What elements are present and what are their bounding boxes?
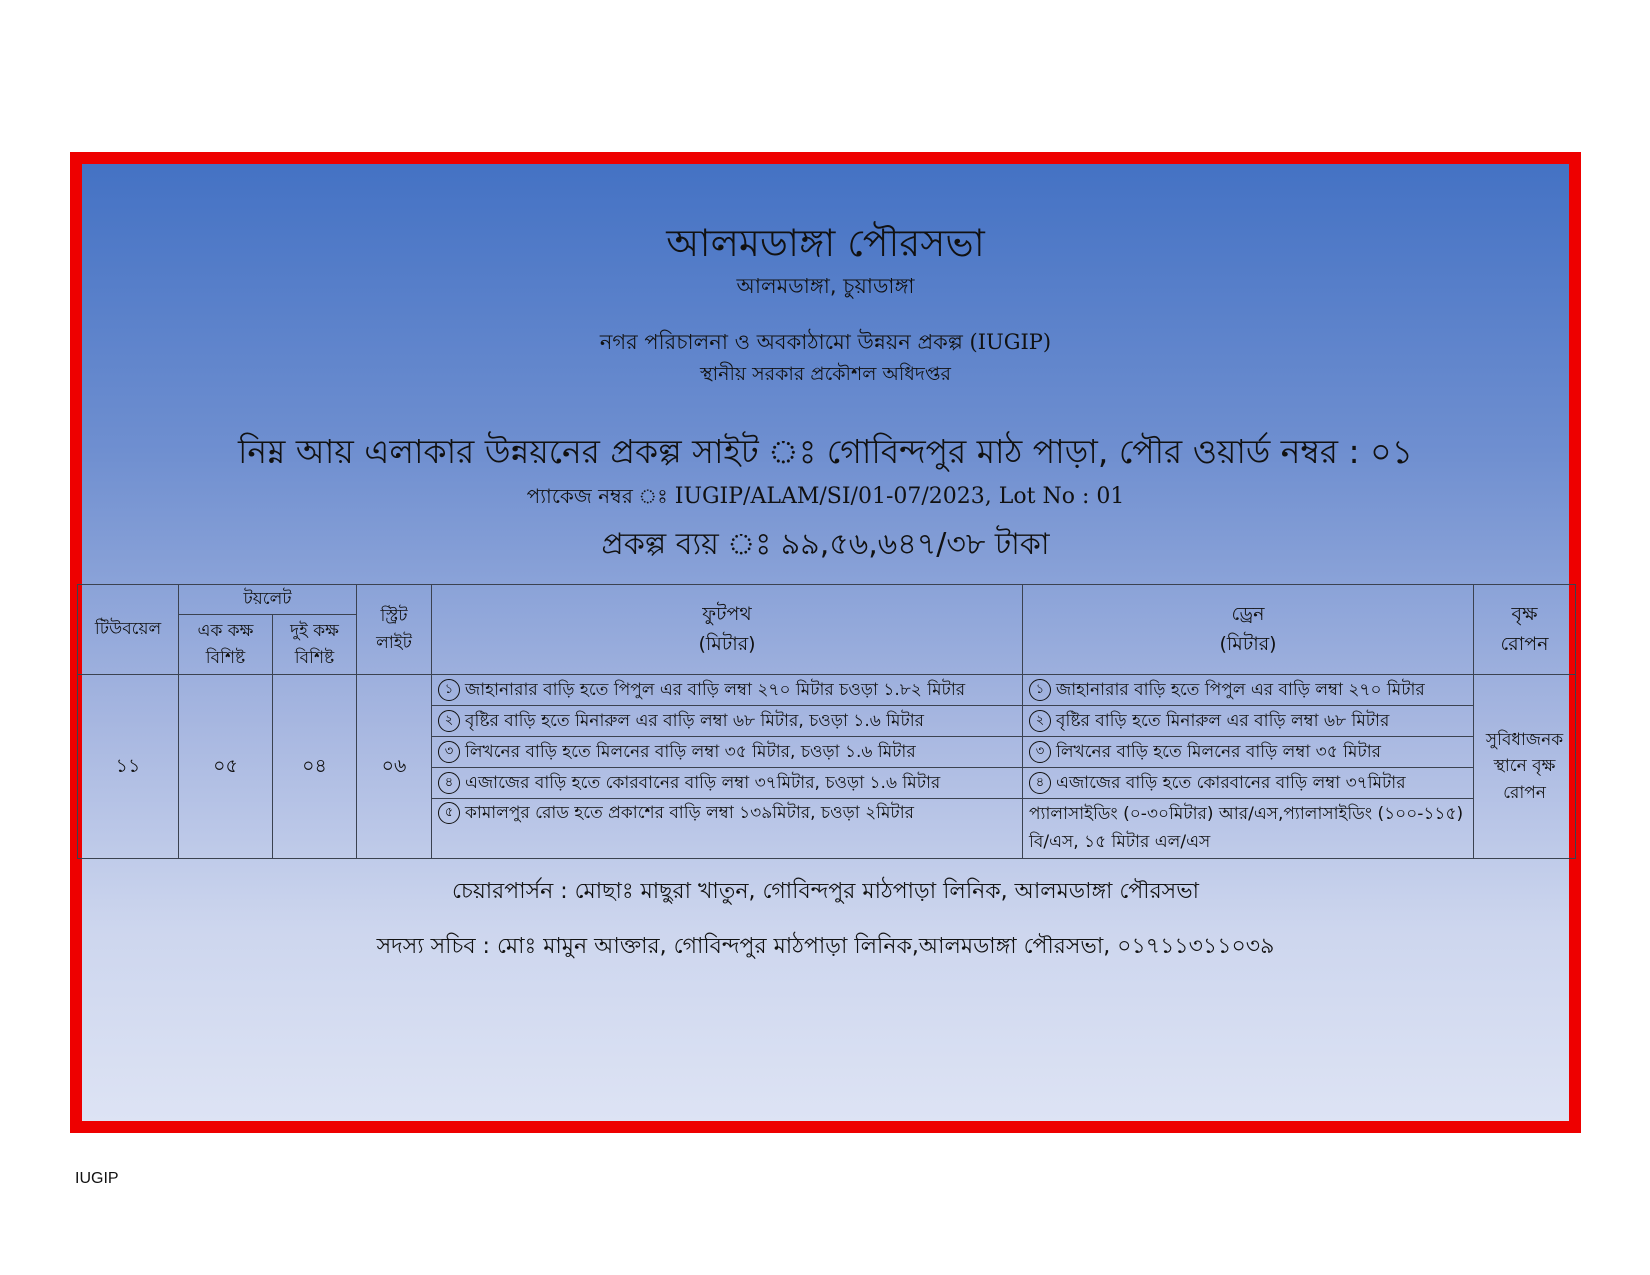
signboard-frame xyxy=(70,152,1581,1133)
department-name: স্থানীয় সরকার প্রকৌশল অধিদপ্তর xyxy=(700,363,951,385)
project-cost xyxy=(82,520,1569,571)
project-code: (IUGIP) xyxy=(969,330,1052,354)
drain-label: ড্রেন xyxy=(1231,603,1265,626)
chairperson-info: চেয়ারপার্সন : মোছাঃ মাছুরা খাতুন, গোবিন্দপুর মাঠপাড়া লিনিক, আলমডাঙ্গা পৌরসভা xyxy=(452,879,1199,904)
header-toilet-two-room: দুই কক্ষ বিশিষ্ট xyxy=(273,615,357,675)
package-label: প্যাকেজ নম্বর ঃ xyxy=(526,484,668,508)
project-name xyxy=(82,326,1569,361)
package-number xyxy=(82,482,1569,515)
footpath-unit: (মিটার) xyxy=(698,632,756,655)
member-secretary-info: সদস্য সচিব : মোঃ মামুন আক্তার, গোবিন্দপুর মাঠপাড়া লিনিক,আলমডাঙ্গা পৌরসভা, ০১৭১১৩১১০৩৯ xyxy=(376,934,1275,959)
header-drain xyxy=(1023,585,1474,675)
footpath-item-text: লিখনের বাড়ি হতে মিলনের বাড়ি লম্বা ৩৫ মিটার, চওড়া ১.৬ মিটার xyxy=(465,741,916,762)
package-value: IUGIP/ALAM/SI/01-07/2023, Lot No : 01 xyxy=(674,484,1125,509)
footpath-item xyxy=(432,706,1023,737)
drain-item xyxy=(1023,737,1474,768)
value-tree-planting: সুবিধাজনক স্থানে বৃক্ষ রোপন xyxy=(1474,675,1576,859)
works-table xyxy=(77,584,1576,859)
drain-item xyxy=(1023,706,1474,737)
site-heading: নিম্ন আয় এলাকার উন্নয়নের প্রকল্প সাইট ঃ গোবিন্দপুর মাঠ পাড়া, পৌর ওয়ার্ড নম্বর : ০১ xyxy=(237,432,1414,471)
footpath-label: ফুটপথ xyxy=(702,603,752,626)
drain-item xyxy=(1023,768,1474,799)
value-toilet-one-room: ০৫ xyxy=(179,675,273,859)
municipality-title: আলমডাঙ্গা পৌরসভা xyxy=(666,221,985,265)
footpath-item-text: কামালপুর রোড হতে প্রকাশের বাড়ি লম্বা ১৩৯মিটার, চওড়া ২মিটার xyxy=(465,803,914,823)
circled-number-icon: ৪ xyxy=(438,772,460,794)
value-toilet-two-room: ০৪ xyxy=(273,675,357,859)
drain-note: প্যালাসাইডিং (০-৩০মিটার) আর/এস,প্যালাসাইডিং (১০০-১১৫) বি/এস, ১৫ মিটার এল/এস xyxy=(1023,799,1474,859)
footpath-item xyxy=(432,799,1023,859)
header-tree-planting: বৃক্ষ রোপন xyxy=(1474,585,1576,675)
circled-number-icon: ২ xyxy=(1029,710,1051,732)
drain-unit: (মিটার) xyxy=(1219,632,1277,655)
circled-number-icon: ২ xyxy=(438,710,460,732)
header-street-light: স্ট্রিট লাইট xyxy=(357,585,432,675)
header-footpath xyxy=(432,585,1023,675)
footpath-item-text: জাহানারার বাড়ি হতে পিপুল এর বাড়ি লম্বা ২৭০ মিটার চওড়া ১.৮২ মিটার xyxy=(465,679,966,700)
cost-value: ৯৯,৫৬,৬৪৭/৩৮ টাকা xyxy=(780,527,1050,562)
circled-number-icon: ৫ xyxy=(438,802,460,824)
header-toilet: টয়লেট xyxy=(179,585,357,615)
table-row xyxy=(78,675,1576,706)
footpath-item xyxy=(432,675,1023,706)
footpath-item xyxy=(432,768,1023,799)
value-tubewell: ১১ xyxy=(78,675,179,859)
cost-label: প্রকল্প ব্যয় ঃ xyxy=(601,527,772,562)
value-street-light: ০৬ xyxy=(357,675,432,859)
circled-number-icon: ১ xyxy=(1029,679,1051,701)
circled-number-icon: ৪ xyxy=(1029,772,1051,794)
header-toilet-one-room: এক কক্ষ বিশিষ্ট xyxy=(179,615,273,675)
drain-item xyxy=(1023,675,1474,706)
project-name-bn: নগর পরিচালনা ও অবকাঠামো উন্নয়ন প্রকল্প xyxy=(599,330,963,354)
signboard-panel xyxy=(82,164,1569,1121)
circled-number-icon: ৩ xyxy=(1029,741,1051,763)
footpath-item-text: বৃষ্টির বাড়ি হতে মিনারুল এর বাড়ি লম্বা ৬৮ মিটার, চওড়া ১.৬ মিটার xyxy=(465,710,925,731)
drain-item-text: বৃষ্টির বাড়ি হতে মিনারুল এর বাড়ি লম্বা ৬৮ মিটার xyxy=(1056,710,1390,731)
drain-item-text: জাহানারার বাড়ি হতে পিপুল এর বাড়ি লম্বা ২৭০ মিটার xyxy=(1056,679,1425,700)
drain-item-text: এজাজের বাড়ি হতে কোরবানের বাড়ি লম্বা ৩৭মিটার xyxy=(1056,772,1406,793)
page-tag: IUGIP xyxy=(75,1170,119,1187)
footpath-item xyxy=(432,737,1023,768)
municipality-location: আলমডাঙ্গা, চুয়াডাঙ্গা xyxy=(736,274,915,298)
header-tubewell: টিউবয়েল xyxy=(78,585,179,675)
circled-number-icon: ৩ xyxy=(438,741,460,763)
footpath-item-text: এজাজের বাড়ি হতে কোরবানের বাড়ি লম্বা ৩৭মিটার, চওড়া ১.৬ মিটার xyxy=(465,772,941,793)
circled-number-icon: ১ xyxy=(438,679,460,701)
drain-item-text: লিখনের বাড়ি হতে মিলনের বাড়ি লম্বা ৩৫ মিটার xyxy=(1056,741,1382,762)
